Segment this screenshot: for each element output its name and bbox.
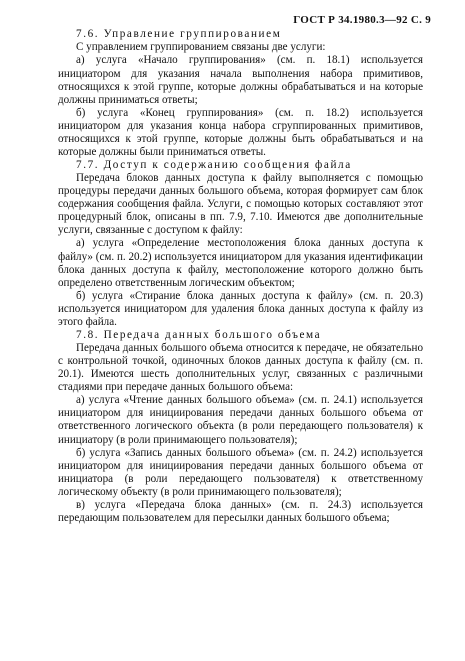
section-title: 7.7. Доступ к содержанию сообщения файла: [76, 158, 352, 171]
paragraph: Передача блоков данных доступа к файлу выполняется с помощью процедуры передачи данных большого объема, которая формирует сам блок содержания сообщения файла. Услуги, с помощью которых составляют этот процедурный блок, описаны в пп. 7.9, 7.10. Имеются две дополнительные услуги, связанные с доступом к файлу:: [58, 172, 423, 237]
paragraph: а) услуга «Определение местоположения блока данных доступа к файлу» (см. п. 20.2) используется инициатором для указания идентификации блока данных доступа к файлу, местоположение которого должно быть определено ответственным логическим объектом;: [58, 237, 423, 289]
section-title: 7.8. Передача данных большого объема: [76, 328, 322, 341]
running-header: ГОСТ Р 34.1980.3—92 С. 9: [293, 14, 431, 26]
paragraph: а) услуга «Начало группирования» (см. п. 18.1) используется инициатором для указания начала выполнения набора примитивов, относящихся к этой группе, которые должны обрабатываться и на которые должны приниматься ответы;: [58, 54, 423, 106]
paragraph: Передача данных большого объема относится к передаче, не обязательно с контрольной точкой, одиночных блоков данных доступа к файлу (см. п. 20.1). Имеются шесть дополнительных услуг, связанных с различными стадиями при передаче данных большого объема:: [58, 342, 423, 394]
page-content: [58, 28, 423, 525]
paragraph: б) услуга «Стирание блока данных доступа к файлу» (см. п. 20.3) используется инициатором для удаления блока данных доступа к файлу из этого файла.: [58, 289, 423, 328]
paragraph: б) услуга «Конец группирования» (см. п. 18.2) используется инициатором для указания конца набора сгруппированных примитивов, относящихся к этой группе, которые должны быть обрабатываться и на которые должны были приниматься ответы.: [58, 106, 423, 158]
paragraph: б) услуга «Запись данных большого объема» (см. п. 24.2) используется инициатором для инициирования передачи данных большого объема от инициатора (в роли передающего пользователя) к ответственному логическому объекту (в роли принимающего пользователя);: [58, 446, 423, 498]
paragraph: С управлением группированием связаны две услуги:: [76, 41, 326, 54]
paragraph: а) услуга «Чтение данных большого объема» (см. п. 24.1) используется инициатором для инициирования передачи данных большого объема от ответственного логического объекта (в роли передающего пользователя) к инициатору (в роли принимающего пользователя);: [58, 394, 423, 446]
section-title: 7.6. Управление группированием: [76, 28, 282, 40]
paragraph: в) услуга «Передача блока данных» (см. п. 24.3) используется передающим пользователем для пересылки данных большого объема;: [58, 498, 423, 524]
